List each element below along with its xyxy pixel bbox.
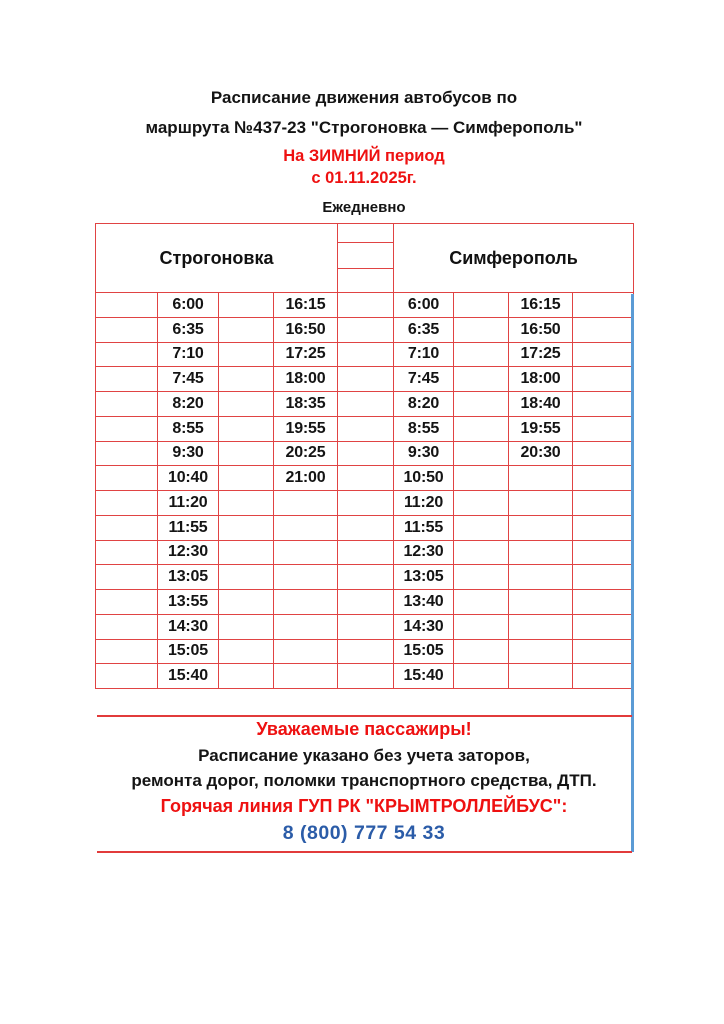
time-cell: 17:25 [274, 342, 338, 367]
time-cell [509, 466, 573, 491]
schedule-row [96, 392, 634, 417]
spacer-cell [96, 590, 158, 615]
time-cell: 10:50 [394, 466, 454, 491]
time-cell: 13:40 [394, 590, 454, 615]
separator-cell [338, 664, 394, 689]
time-cell: 16:15 [274, 293, 338, 318]
time-cell [509, 491, 573, 516]
spacer-cell [96, 664, 158, 689]
spacer-cell [573, 664, 634, 689]
spacer-cell [219, 614, 274, 639]
separator-cell [338, 491, 394, 516]
spacer-cell [96, 317, 158, 342]
time-cell: 17:25 [509, 342, 573, 367]
spacer-cell [573, 515, 634, 540]
time-cell: 6:35 [394, 317, 454, 342]
spacer-cell [454, 392, 509, 417]
spacer-cell [96, 515, 158, 540]
spacer-cell [96, 565, 158, 590]
time-cell: 8:55 [394, 416, 454, 441]
time-cell: 15:40 [394, 664, 454, 689]
separator-cell [338, 590, 394, 615]
spacer-cell [573, 639, 634, 664]
spacer-cell [573, 392, 634, 417]
spacer-cell [96, 342, 158, 367]
spacer-cell [573, 342, 634, 367]
separator-cell [338, 342, 394, 367]
time-cell: 14:30 [394, 614, 454, 639]
spacer-cell [454, 466, 509, 491]
schedule-row [96, 515, 634, 540]
spacer-cell [573, 367, 634, 392]
time-cell [509, 590, 573, 615]
spacer-cell [96, 392, 158, 417]
separator-cell [338, 243, 394, 269]
spacer-cell [219, 441, 274, 466]
spacer-cell [219, 590, 274, 615]
separator-cell [338, 293, 394, 318]
time-cell: 10:40 [158, 466, 219, 491]
frequency-label: Ежедневно [322, 199, 406, 216]
hotline-phone: 8 (800) 777 54 33 [282, 822, 446, 844]
page-title-line2: маршрута №437-23 "Строгоновка — Симферополь" [145, 118, 583, 137]
spacer-cell [96, 416, 158, 441]
time-cell: 19:55 [274, 416, 338, 441]
time-cell: 16:50 [509, 317, 573, 342]
spacer-cell [219, 342, 274, 367]
spacer-cell [96, 491, 158, 516]
spacer-cell [454, 664, 509, 689]
spacer-cell [219, 540, 274, 565]
spacer-cell [454, 416, 509, 441]
time-cell: 15:05 [158, 639, 219, 664]
time-cell [274, 664, 338, 689]
spacer-cell [454, 540, 509, 565]
spacer-cell [454, 293, 509, 318]
schedule-row [96, 342, 634, 367]
spacer-cell [454, 367, 509, 392]
spacer-cell [573, 317, 634, 342]
time-cell: 13:05 [394, 565, 454, 590]
spacer-cell [573, 466, 634, 491]
spacer-cell [219, 367, 274, 392]
separator-cell [338, 269, 394, 293]
schedule-row [96, 590, 634, 615]
time-cell [509, 639, 573, 664]
spacer-cell [573, 590, 634, 615]
time-cell: 7:10 [158, 342, 219, 367]
time-cell: 15:05 [394, 639, 454, 664]
time-cell: 19:55 [509, 416, 573, 441]
spacer-cell [219, 293, 274, 318]
time-cell: 21:00 [274, 466, 338, 491]
time-cell: 8:55 [158, 416, 219, 441]
schedule-row [96, 565, 634, 590]
spacer-cell [454, 342, 509, 367]
separator-cell [338, 224, 394, 243]
time-cell [274, 590, 338, 615]
separator-cell [338, 392, 394, 417]
blue-vertical-line [631, 294, 634, 852]
spacer-cell [573, 293, 634, 318]
time-cell: 20:25 [274, 441, 338, 466]
separator-cell [338, 565, 394, 590]
time-cell: 18:35 [274, 392, 338, 417]
spacer-cell [219, 491, 274, 516]
time-cell: 11:55 [394, 515, 454, 540]
time-cell [509, 565, 573, 590]
time-cell: 8:20 [394, 392, 454, 417]
time-cell: 18:40 [509, 392, 573, 417]
spacer-cell [454, 441, 509, 466]
separator-cell [338, 639, 394, 664]
schedule-row [96, 466, 634, 491]
schedule-row [96, 664, 634, 689]
time-cell [274, 491, 338, 516]
spacer-cell [454, 614, 509, 639]
separator-cell [338, 416, 394, 441]
time-cell: 8:20 [158, 392, 219, 417]
spacer-cell [96, 639, 158, 664]
spacer-cell [96, 293, 158, 318]
spacer-cell [219, 565, 274, 590]
spacer-cell [573, 565, 634, 590]
schedule-body [96, 293, 634, 689]
time-cell [274, 614, 338, 639]
spacer-cell [219, 515, 274, 540]
time-cell: 7:45 [158, 367, 219, 392]
spacer-cell [219, 317, 274, 342]
schedule-row [96, 540, 634, 565]
time-cell: 7:10 [394, 342, 454, 367]
schedule-row [96, 441, 634, 466]
time-cell: 12:30 [394, 540, 454, 565]
separator-cell [338, 466, 394, 491]
hotline-label: Горячая линия ГУП РК "КРЫМТРОЛЛЕЙБУС": [160, 796, 568, 816]
separator-cell [338, 540, 394, 565]
time-cell: 11:20 [394, 491, 454, 516]
time-cell: 9:30 [158, 441, 219, 466]
schedule-row [96, 367, 634, 392]
notice-line2: ремонта дорог, поломки транспортного средства, ДТП. [131, 771, 597, 790]
schedule-row [96, 491, 634, 516]
schedule-table [95, 223, 634, 689]
schedule-row [96, 639, 634, 664]
spacer-cell [454, 639, 509, 664]
time-cell: 12:30 [158, 540, 219, 565]
time-cell: 20:30 [509, 441, 573, 466]
spacer-cell [219, 392, 274, 417]
spacer-cell [454, 317, 509, 342]
schedule-row [96, 416, 634, 441]
time-cell: 6:00 [394, 293, 454, 318]
time-cell: 11:55 [158, 515, 219, 540]
time-cell: 14:30 [158, 614, 219, 639]
time-cell: 13:55 [158, 590, 219, 615]
season-period: На ЗИМНИЙ период [283, 147, 445, 165]
red-rule-top [97, 715, 632, 717]
notice-line1: Расписание указано без учета заторов, [198, 746, 530, 765]
schedule-row [96, 317, 634, 342]
time-cell: 15:40 [158, 664, 219, 689]
separator-cell [338, 614, 394, 639]
red-rule-bottom [97, 851, 632, 853]
spacer-cell [219, 466, 274, 491]
time-cell: 16:50 [274, 317, 338, 342]
spacer-cell [96, 614, 158, 639]
time-cell [509, 540, 573, 565]
spacer-cell [96, 367, 158, 392]
spacer-cell [454, 590, 509, 615]
spacer-cell [96, 466, 158, 491]
time-cell: 6:00 [158, 293, 219, 318]
spacer-cell [219, 664, 274, 689]
time-cell [509, 515, 573, 540]
schedule-row [96, 614, 634, 639]
time-cell: 18:00 [274, 367, 338, 392]
spacer-cell [219, 416, 274, 441]
spacer-cell [454, 565, 509, 590]
time-cell: 6:35 [158, 317, 219, 342]
time-cell [509, 664, 573, 689]
time-cell: 7:45 [394, 367, 454, 392]
time-cell: 13:05 [158, 565, 219, 590]
time-cell [274, 565, 338, 590]
spacer-cell [454, 515, 509, 540]
time-cell: 16:15 [509, 293, 573, 318]
time-cell [509, 614, 573, 639]
spacer-cell [96, 540, 158, 565]
spacer-cell [573, 416, 634, 441]
schedule-row [96, 293, 634, 318]
spacer-cell [573, 614, 634, 639]
separator-cell [338, 441, 394, 466]
time-cell: 11:20 [158, 491, 219, 516]
time-cell [274, 515, 338, 540]
spacer-cell [219, 639, 274, 664]
separator-cell [338, 515, 394, 540]
spacer-cell [96, 441, 158, 466]
destination-header: Симферополь [394, 224, 634, 293]
notice-heading: Уважаемые пассажиры! [256, 719, 472, 739]
start-date: с 01.11.2025г. [311, 169, 417, 187]
separator-cell [338, 317, 394, 342]
spacer-cell [573, 540, 634, 565]
header-row [96, 224, 634, 243]
spacer-cell [573, 441, 634, 466]
time-cell [274, 639, 338, 664]
spacer-cell [454, 491, 509, 516]
time-cell: 18:00 [509, 367, 573, 392]
time-cell: 9:30 [394, 441, 454, 466]
spacer-cell [573, 491, 634, 516]
origin-header: Строгоновка [96, 224, 338, 293]
page-title-line1: Расписание движения автобусов по [210, 88, 518, 107]
time-cell [274, 540, 338, 565]
separator-cell [338, 367, 394, 392]
